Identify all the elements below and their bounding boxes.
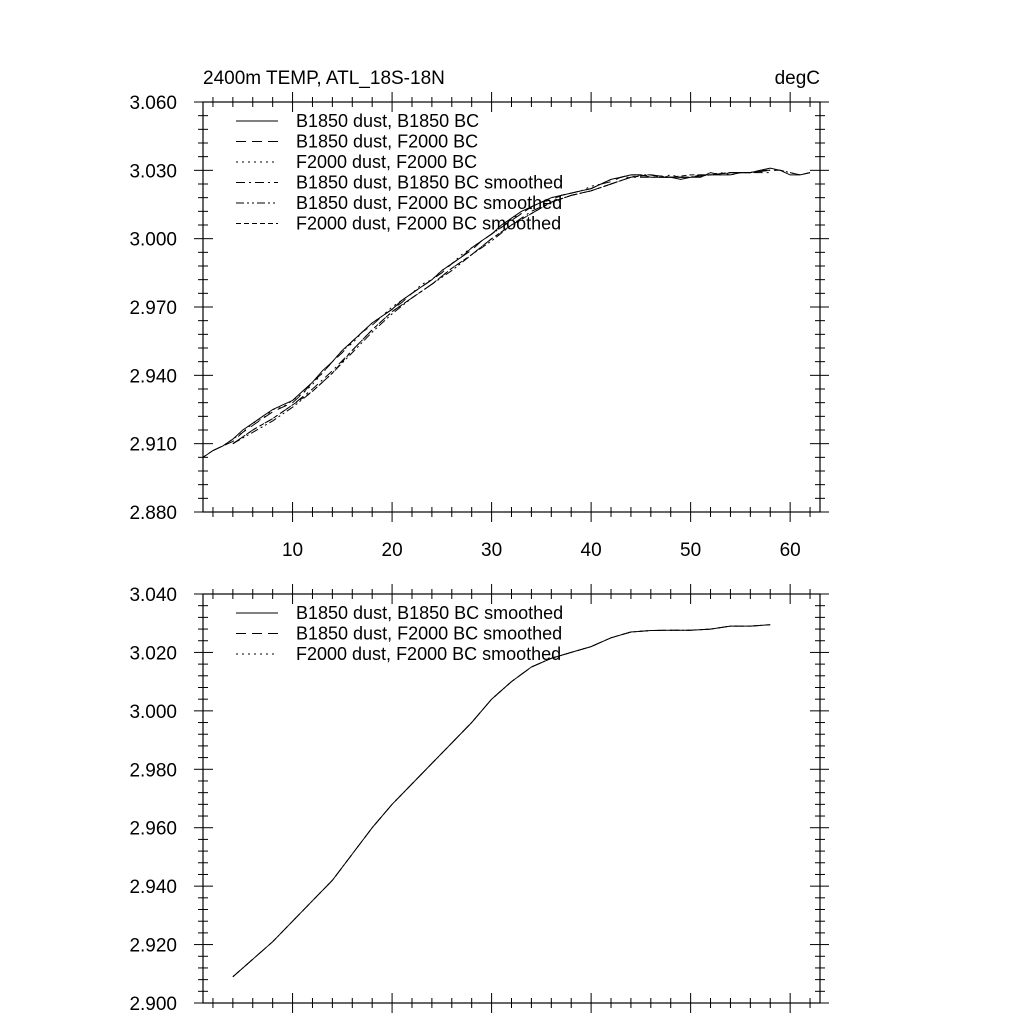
series-group — [233, 625, 770, 977]
y-tick-label: 2.940 — [129, 366, 177, 388]
x-tick-label: 20 — [381, 540, 403, 561]
legend-label: B1850 dust, F2000 BC smoothed — [296, 623, 563, 644]
y-tick-label: 2.980 — [129, 760, 177, 782]
y-tick-label: 2.960 — [129, 818, 177, 840]
panel-units: degC — [774, 68, 820, 89]
legend-label: B1850 dust, F2000 BC — [296, 131, 479, 152]
y-tick-label: 3.020 — [129, 643, 177, 665]
series-line — [233, 625, 770, 977]
y-tick-label: 2.910 — [129, 434, 177, 456]
legend-label: B1850 dust, B1850 BC smoothed — [296, 172, 564, 193]
x-tick-label: 30 — [481, 540, 503, 561]
bottom-panel — [129, 584, 829, 1015]
x-tick-label: 50 — [680, 540, 702, 561]
y-tick-label: 3.060 — [129, 93, 177, 114]
legend-label: B1850 dust, B1850 BC — [296, 111, 480, 131]
y-tick-label: 3.040 — [129, 585, 177, 606]
series-line — [233, 625, 770, 977]
y-tick-label: 2.880 — [129, 503, 177, 524]
x-tick-label: 10 — [281, 540, 304, 561]
y-tick-label: 2.970 — [129, 298, 177, 319]
legend-label: F2000 dust, F2000 BC — [296, 152, 478, 172]
y-tick-label: 2.900 — [129, 994, 177, 1015]
series-line — [233, 625, 770, 977]
top-panel — [129, 68, 829, 561]
legend-label: B1850 dust, B1850 BC smoothed — [296, 603, 564, 623]
panel-title: 2400m TEMP, ATL_18S-18N — [203, 68, 445, 89]
y-tick-label: 3.000 — [129, 701, 177, 723]
legend-label: F2000 dust, F2000 BC smoothed — [296, 213, 562, 234]
y-tick-label: 3.030 — [129, 161, 177, 183]
y-tick-label: 2.940 — [129, 877, 177, 899]
y-tick-label: 3.000 — [129, 229, 177, 251]
x-tick-label: 40 — [580, 540, 602, 561]
x-tick-label: 60 — [779, 540, 801, 561]
legend-label: B1850 dust, F2000 BC smoothed — [296, 193, 563, 213]
y-tick-label: 2.920 — [129, 935, 177, 957]
legend-label: F2000 dust, F2000 BC smoothed — [296, 644, 562, 664]
